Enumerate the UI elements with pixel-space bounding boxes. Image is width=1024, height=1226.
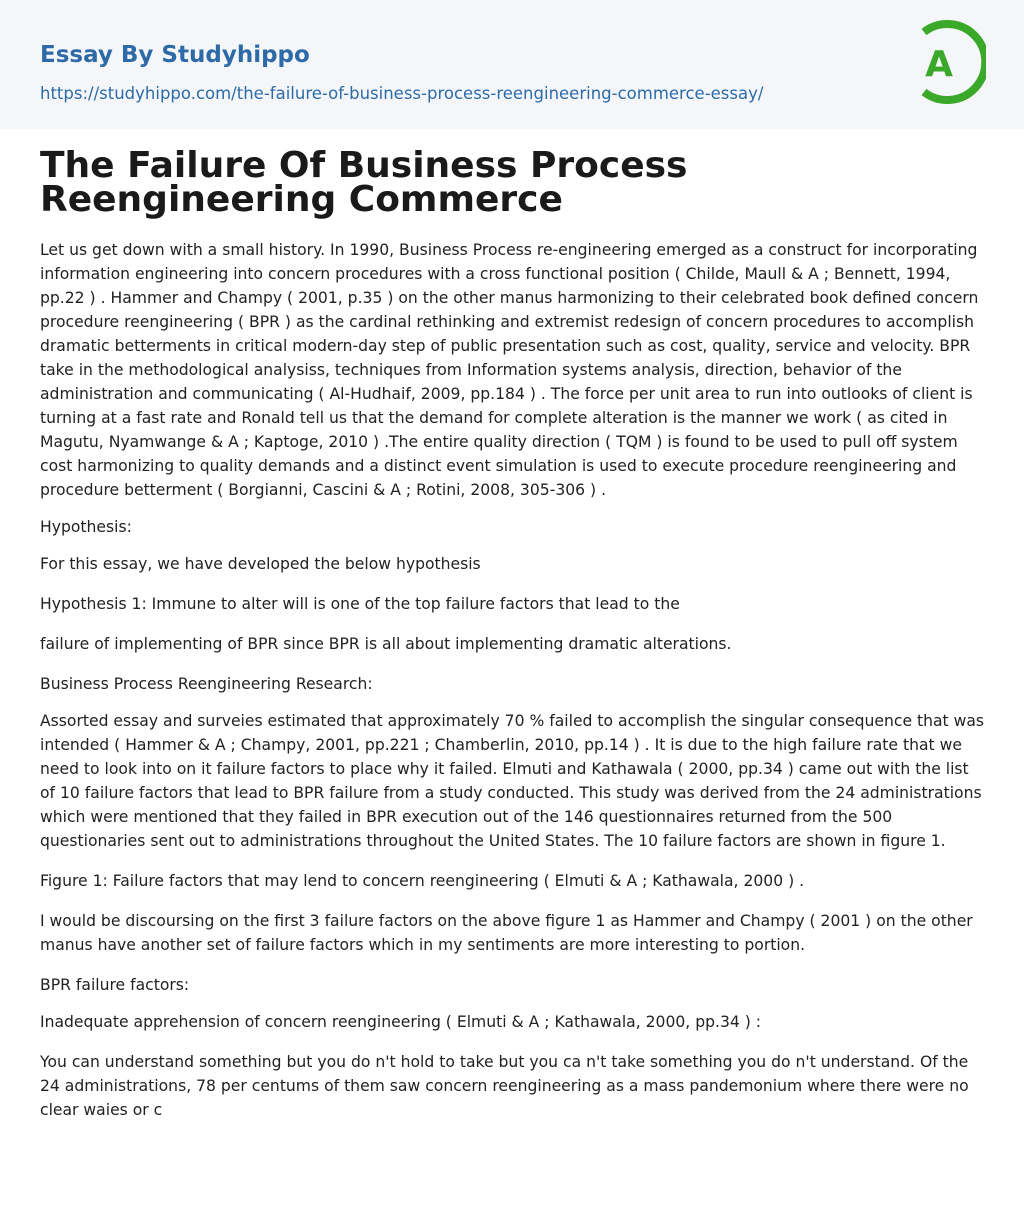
article	[40, 145, 986, 1135]
paragraph-research: Assorted essay and surveies estimated that approximately 70 % failed to accomplish the singular consequence that was intended ( Hammer & A ; Champy, 2001, pp.221 ; Chamberlin, 2010, pp.14 ) . It is due to the high failure rate that we need to look into on it failure factors to place why it failed. Elmuti and Kathawala ( 2000, pp.34 ) came out with the list of 10 failure factors that lead to BPR failure from a study conducted. This study was derived from the 24 administrations which were mentioned that they failed in BPR execution out of the 146 questionnaires returned from the 500 questionaries sent out to administrations throughout the United States. The 10 failure factors are shown in figure 1.	[40, 712, 985, 850]
heading-bpr-research: Business Process Reengineering Research:	[40, 675, 373, 693]
studyhippo-logo-icon[interactable]	[904, 18, 986, 106]
essay-url-link[interactable]: https://studyhippo.com/the-failure-of-business-process-reengineering-commerce-essay/	[40, 84, 764, 103]
logo-letter: A	[925, 44, 953, 85]
paragraph-hypothesis-1: Hypothesis 1: Immune to alter will is one of the top failure factors that lead to the	[40, 595, 680, 613]
brand-link[interactable]: Essay By Studyhippo	[40, 42, 310, 68]
paragraph-hypothesis-1-cont: failure of implementing of BPR since BPR is all about implementing dramatic alterations.	[40, 635, 732, 653]
paragraph-hypothesis-intro: For this essay, we have developed the below hypothesis	[40, 555, 481, 573]
site-header	[0, 0, 1024, 129]
paragraph-discussion: I would be discoursing on the first 3 failure factors on the above figure 1 as Hammer and Champy ( 2001 ) on the other manus have another set of failure factors which in my sentiments are more interesting to portion.	[40, 912, 973, 954]
figure-caption: Figure 1: Failure factors that may lend to concern reengineering ( Elmuti & A ; Kathawala, 2000 ) .	[40, 872, 805, 890]
heading-failure-factors: BPR failure factors:	[40, 976, 190, 994]
article-title: The Failure Of Business Process Reengineering Commerce	[40, 145, 688, 220]
heading-hypothesis: Hypothesis:	[40, 518, 132, 536]
paragraph-understanding: You can understand something but you do n't hold to take but you ca n't take something you do n't understand. Of the 24 administrations, 78 per centums of them saw concern reengineering as a mass pandemonium where there were no clear waies or c	[40, 1053, 969, 1119]
heading-inadequate-apprehension: Inadequate apprehension of concern reengineering ( Elmuti & A ; Kathawala, 2000, pp.34 ) :	[40, 1013, 762, 1031]
paragraph-history: Let us get down with a small history. In 1990, Business Process re-engineering emerged as a construct for incorporating information engineering into concern procedures with a cross functional position ( Childe, Maull & A ; Bennett, 1994, pp.22 ) . Hammer and Champy ( 2001, p.35 ) on the other manus harmonizing to their celebrated book defined concern procedure reengineering ( BPR ) as the cardinal rethinking and extremist redesign of concern procedures to accomplish dramatic betterments in critical modern-day step of public presentation such as cost, quality, service and velocity. BPR take in the methodological analysiss, techniques from Information systems analysis, direction, behavior of the administration and communicating ( Al-Hudhaif, 2009, pp.184 ) . The force per unit area to run into outlooks of client is turning at a fast rate and Ronald tell us that the demand for complete alteration is the manner we work ( as cited in Magutu, Nyamwange & A ; Kaptoge, 2010 ) .The entire quality direction ( TQM ) is found to be used to pull off system cost harmonizing to quality demands and a distinct event simulation is used to execute procedure reengineering and procedure betterment ( Borgianni, Cascini & A ; Rotini, 2008, 305-306 ) .	[40, 241, 979, 499]
